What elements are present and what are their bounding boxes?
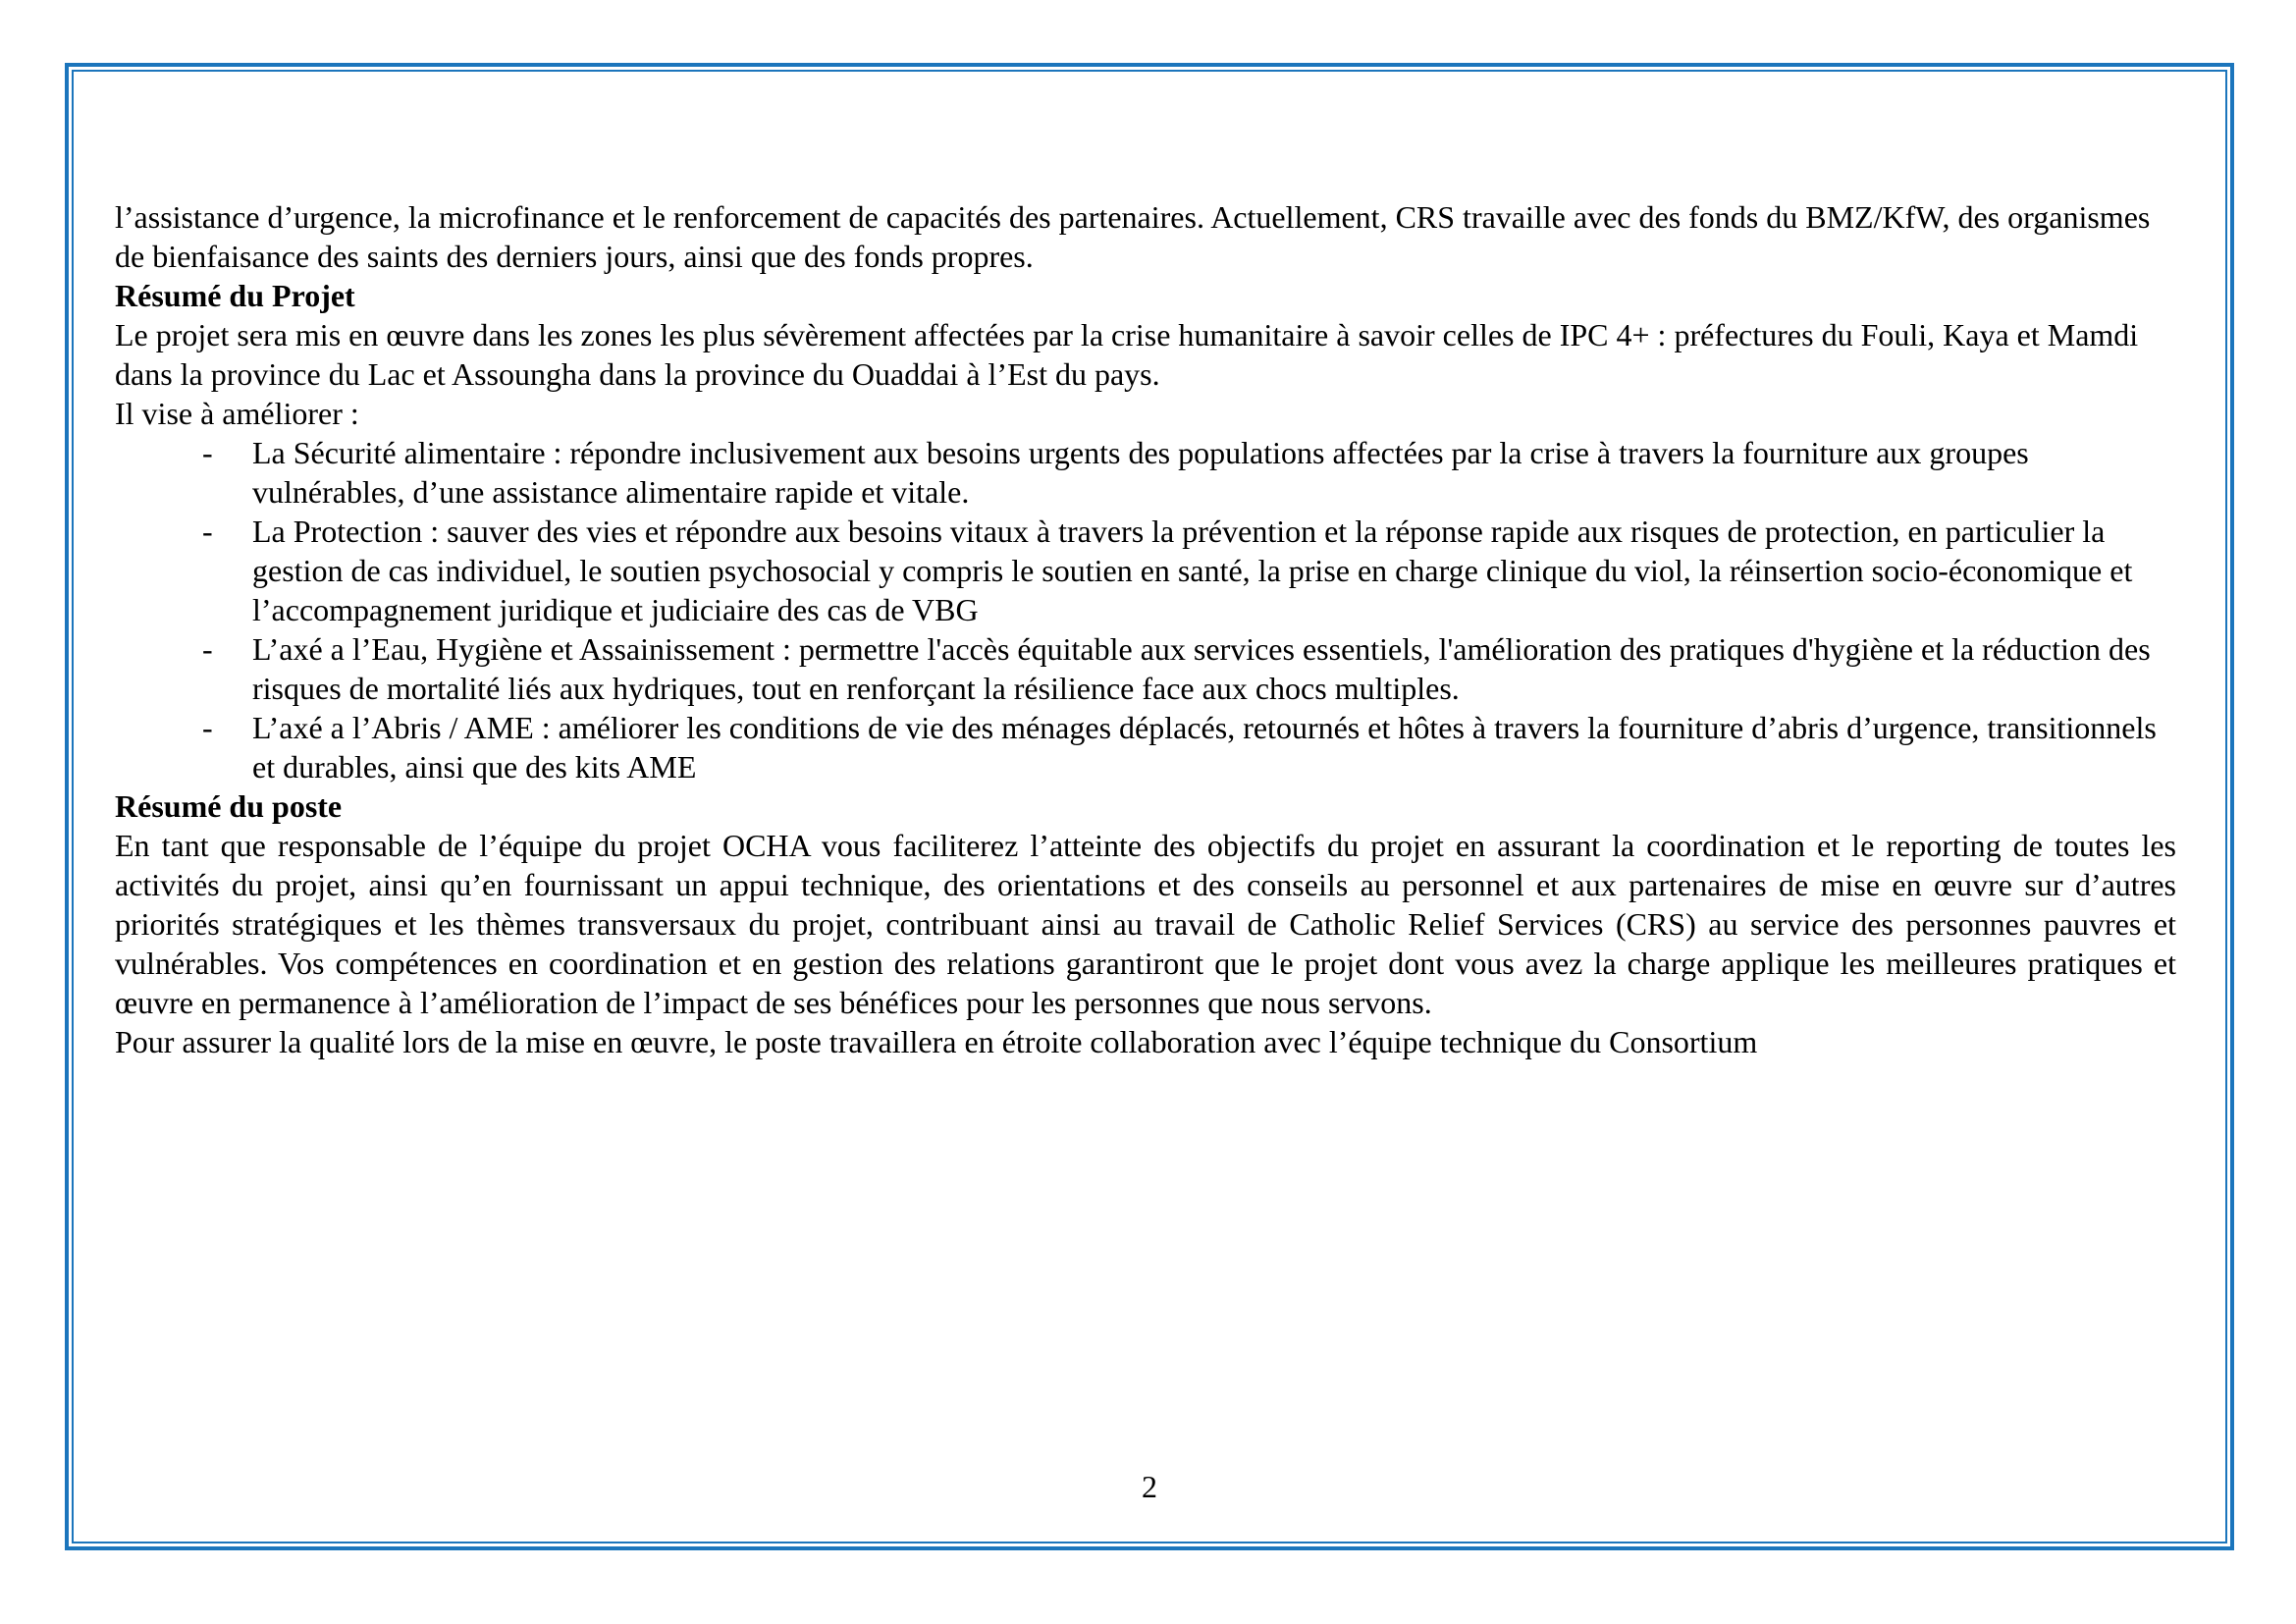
page-border-frame: [65, 63, 2234, 1550]
position-summary-closing: Pour assurer la qualité lors de la mise en œuvre, le poste travaillera en étroite collaboration avec l’équipe technique du Consortium: [115, 1024, 1758, 1059]
position-summary-heading: Résumé du poste: [115, 788, 343, 824]
dash-bullet-marker: -: [202, 631, 213, 667]
dash-bullet-marker: -: [202, 514, 213, 549]
list-item-text: La Sécurité alimentaire : répondre inclusivement aux besoins urgents des populations affectées par la crise à travers la fourniture aux groupes vulnérables, d’une assistance alimentaire rapide et vitale.: [252, 435, 2029, 510]
project-summary-paragraph: Le projet sera mis en œuvre dans les zones les plus sévèrement affectées par la crise humanitaire à savoir celles de IPC 4+ : préfectures du Fouli, Kaya et Mamdi dans la province du Lac et Assoungha dans la province du Ouaddai à l’Est du pays.: [115, 317, 2139, 392]
list-item: [202, 629, 2176, 708]
page-number: 2: [1142, 1469, 1157, 1504]
list-item: [202, 512, 2176, 629]
dash-bullet-marker: -: [202, 710, 213, 745]
list-item-text: L’axé a l’Eau, Hygiène et Assainissement : permettre l'accès équitable aux services essentiels, l'amélioration des pratiques d'hygiène et la réduction des risques de mortalité liés aux hydriques, tout en renforçant la résilience face aux chocs multiples.: [252, 631, 2151, 706]
list-item-text: L’axé a l’Abris / AME : améliorer les conditions de vie des ménages déplacés, retournés et hôtes à travers la fourniture d’abris d’urgence, transitionnels et durables, ainsi que des kits AME: [252, 710, 2157, 785]
list-item: [202, 708, 2176, 786]
list-item-text: La Protection : sauver des vies et répondre aux besoins vitaux à travers la prévention et la réponse rapide aux risques de protection, en particulier la gestion de cas individuel, le soutien psychosocial y compris le soutien en santé, la prise en charge clinique du viol, la réinsertion socio-économique et l’accompagnement juridique et judiciaire des cas de VBG: [252, 514, 2133, 627]
project-summary-heading: Résumé du Projet: [115, 278, 355, 313]
intro-paragraph: l’assistance d’urgence, la microfinance et le renforcement de capacités des partenaires. Actuellement, CRS travaille avec des fonds du BMZ/KfW, des organismes de bienfaisance des saints des derniers jours, ainsi que des fonds propres.: [115, 199, 2151, 274]
objectives-list: [115, 433, 2176, 786]
page-border-inner-line: [72, 70, 2227, 1543]
document-body: [115, 197, 2176, 1061]
objectives-intro: Il vise à améliorer :: [115, 396, 359, 431]
position-summary-paragraph: En tant que responsable de l’équipe du projet OCHA vous faciliterez l’atteinte des objectifs du projet en assurant la coordination et le reporting de toutes les activités du projet, ainsi qu’en fournissant un appui technique, des orientations et des conseils au personnel et aux partenaires de mise en œuvre sur d’autres priorités stratégiques et les thèmes transversaux du projet, contribuant ainsi au travail de Catholic Relief Services (CRS) au service des personnes pauvres et vulnérables. Vos compétences en coordination et en gestion des relations garantiront que le projet dont vous avez la charge applique les meilleures pratiques et œuvre en permanence à l’amélioration de l’impact de ses bénéfices pour les personnes que nous servons.: [115, 828, 2176, 1020]
dash-bullet-marker: -: [202, 435, 213, 470]
list-item: [202, 433, 2176, 512]
